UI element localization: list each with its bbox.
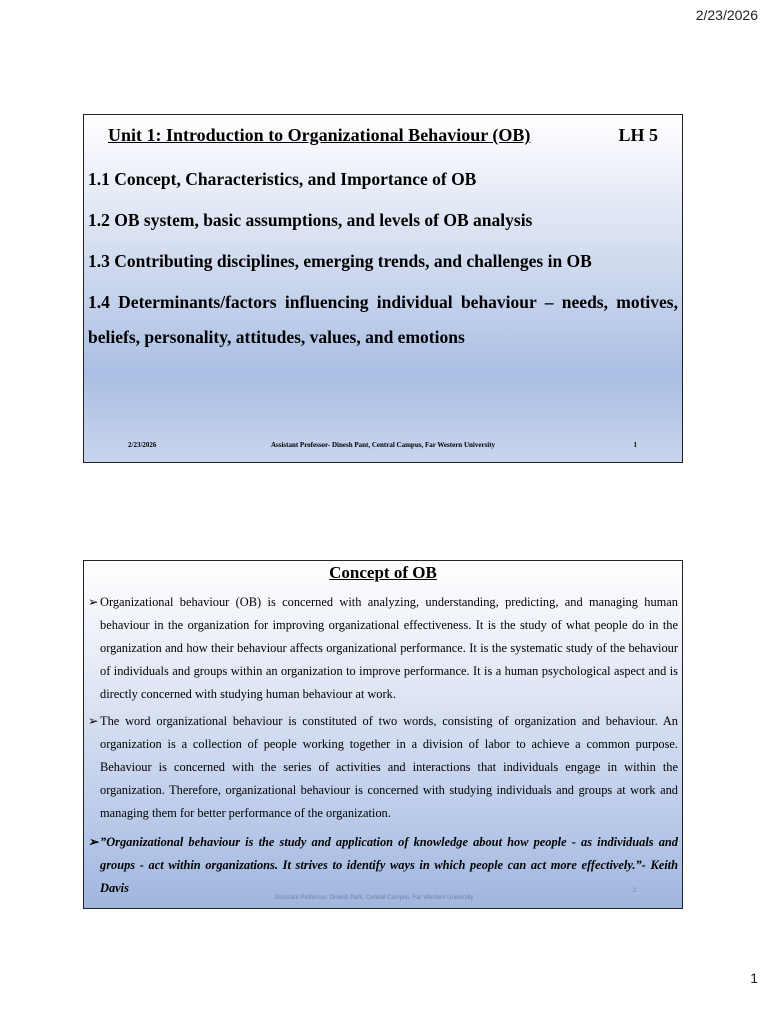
- page-date: 2/23/2026: [695, 7, 758, 23]
- paragraph-1: [88, 591, 678, 706]
- quote-text: ”Organizational behaviour is the study and application of knowledge about how people - as individuals and groups - act within organizations. It strives to identify ways in which people can act more effectively.”- Keith Davis: [100, 835, 678, 895]
- slide-2-footer-number: 2: [632, 888, 636, 894]
- paragraph-2-text: The word organizational behaviour is constituted of two words, consisting of organization and behaviour. An organization is a collection of people working together in a division of labor to achieve a common purpose. Behaviour is concerned with the series of activities and interactions that individuals engage in within the organization. Therefore, organizational behaviour is concerned with studying individuals and groups at work and managing them for better performance of the organization.: [100, 714, 678, 820]
- slide-2: [83, 560, 683, 909]
- paragraph-2: [88, 710, 678, 825]
- topic-1-3: 1.3 Contributing disciplines, emerging trends, and challenges in OB: [88, 251, 592, 271]
- slide-1-footer: [84, 441, 682, 453]
- topic-1-2: 1.2 OB system, basic assumptions, and levels of OB analysis: [88, 210, 533, 230]
- quote-paragraph: [88, 831, 678, 900]
- topic-1-4: 1.4 Determinants/factors influencing individual behaviour – needs, motives, beliefs, personality, attitudes, values, and emotions: [88, 292, 678, 347]
- bullet-arrow-icon: ➢: [88, 714, 99, 728]
- page-number: 1: [750, 970, 758, 986]
- slide-1-footer-date: 2/23/2026: [128, 441, 157, 449]
- slide-1-footer-number: 1: [633, 441, 637, 449]
- bullet-arrow-icon: ➢: [88, 595, 99, 609]
- bullet-arrow-icon: ➢: [88, 835, 99, 849]
- paragraph-1-text: Organizational behaviour (OB) is concerned with analyzing, understanding, predicting, and managing human behaviour in the organization for improving organizational effectiveness. It is the study of what people do in the organization and how their behaviour affects organizational performance. It is the systematic study of the behaviour of individuals and groups within an organization to improve performance. It is a human psychological aspect and is directly concerned with studying human behaviour at work.: [100, 595, 678, 701]
- slide-2-title: Concept of OB: [329, 563, 437, 582]
- slide-1: [83, 114, 683, 463]
- slide-1-footer-author: Assistant Professor- Dinesh Pant, Central Campus, Far Western University: [270, 441, 496, 449]
- slide-1-title: Unit 1: Introduction to Organizational Behaviour (OB): [108, 125, 531, 145]
- slide-1-header: [108, 125, 658, 146]
- slide-2-footer-author: Assistant Professor- Dinesh Pant, Central Campus, Far Western University: [274, 895, 474, 901]
- lecture-hours: LH 5: [618, 125, 658, 145]
- topic-1-1: 1.1 Concept, Characteristics, and Importance of OB: [88, 169, 477, 189]
